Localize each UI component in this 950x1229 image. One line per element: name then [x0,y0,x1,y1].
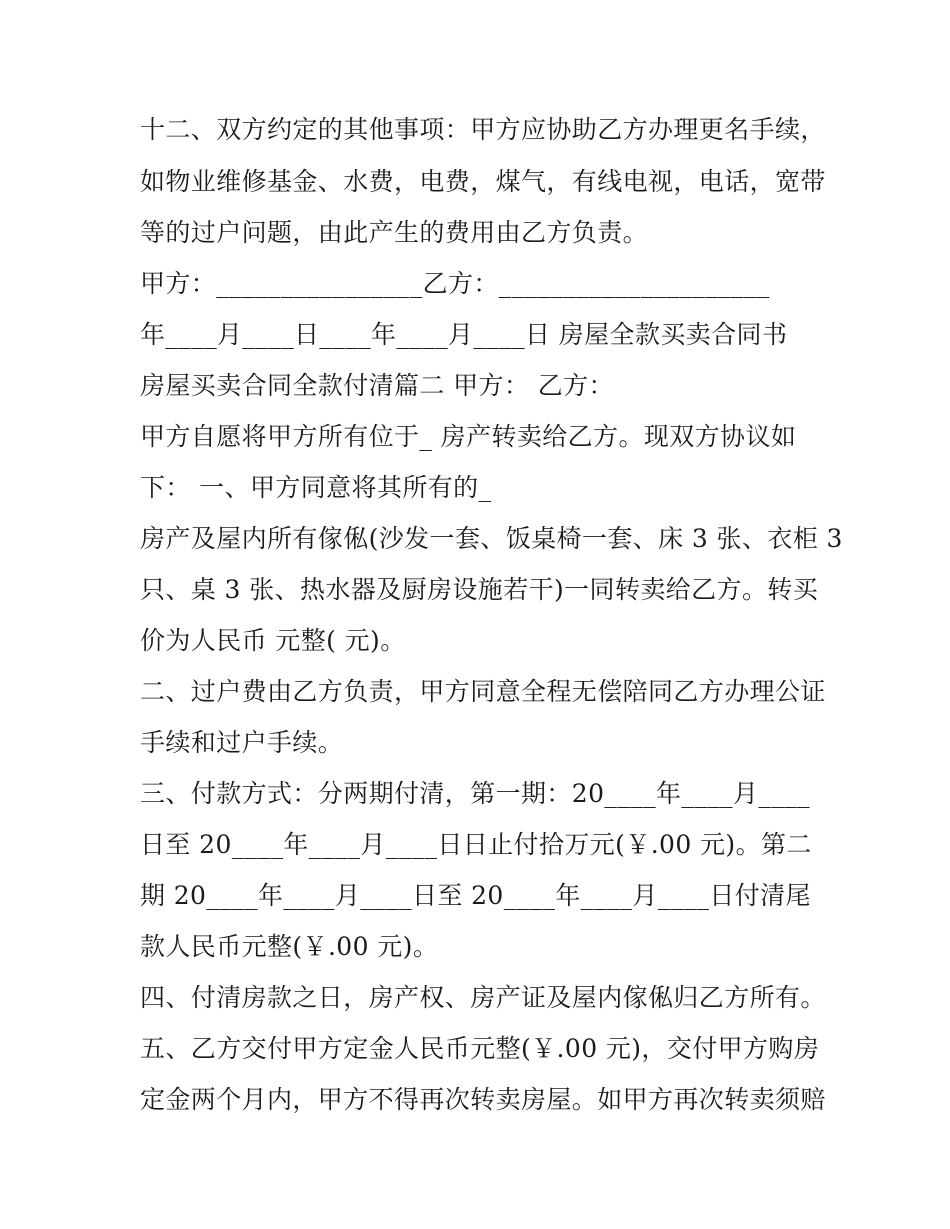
text-line: 三、付款方式：分两期付清，第一期：20____年____月____ [140,779,811,808]
text-line: 如物业维修基金、水费，电费，煤气，有线电视，电话，宽带 [140,167,826,196]
text-line: 期 20____年____月____日至 20____年____月____日付清尾 [140,881,811,910]
text-line: 日至 20____年____月____日日止付拾万元(￥.00 元)。第二 [140,830,812,859]
text-line: 四、付清房款之日，房产权、房产证及屋内傢俬归乙方所有。 [140,983,826,1012]
text-line: 手续和过户手续。 [140,728,344,757]
text-line: 二、过户费由乙方负责，甲方同意全程无偿陪同乙方办理公证 [140,677,826,706]
text-line: 定金两个月内，甲方不得再次转卖房屋。如甲方再次转卖须赔 [140,1085,826,1114]
text-line: 价为人民币 元整( 元)。 [140,626,406,655]
text-line: 甲方自愿将甲方所有位于_ 房产转卖给乙方。现双方协议如 [140,422,797,451]
text-line: 五、乙方交付甲方定金人民币元整(￥.00 元)，交付甲方购房 [140,1034,820,1063]
signature-line: 甲方：________________乙方：_____________________ [140,269,770,298]
text-line: 房产及屋内所有傢俬(沙发一套、饭桌椅一套、床 3 张、衣柜 3 [140,524,843,553]
text-line: 等的过户问题，由此产生的费用由乙方负责。 [140,218,649,247]
text-line: 十二、双方约定的其他事项：甲方应协助乙方办理更名手续， [140,115,826,144]
date-line: 年____月____日____年____月____日 房屋全款买卖合同书 [140,320,788,349]
text-line: 款人民币元整(￥.00 元)。 [140,932,439,961]
text-line: 下： 一、甲方同意将其所有的_ [140,473,492,502]
text-line: 房屋买卖合同全款付清篇二 甲方： 乙方： [140,371,614,400]
text-line: 只、桌 3 张、热水器及厨房设施若干)一同转卖给乙方。转买 [140,575,819,604]
